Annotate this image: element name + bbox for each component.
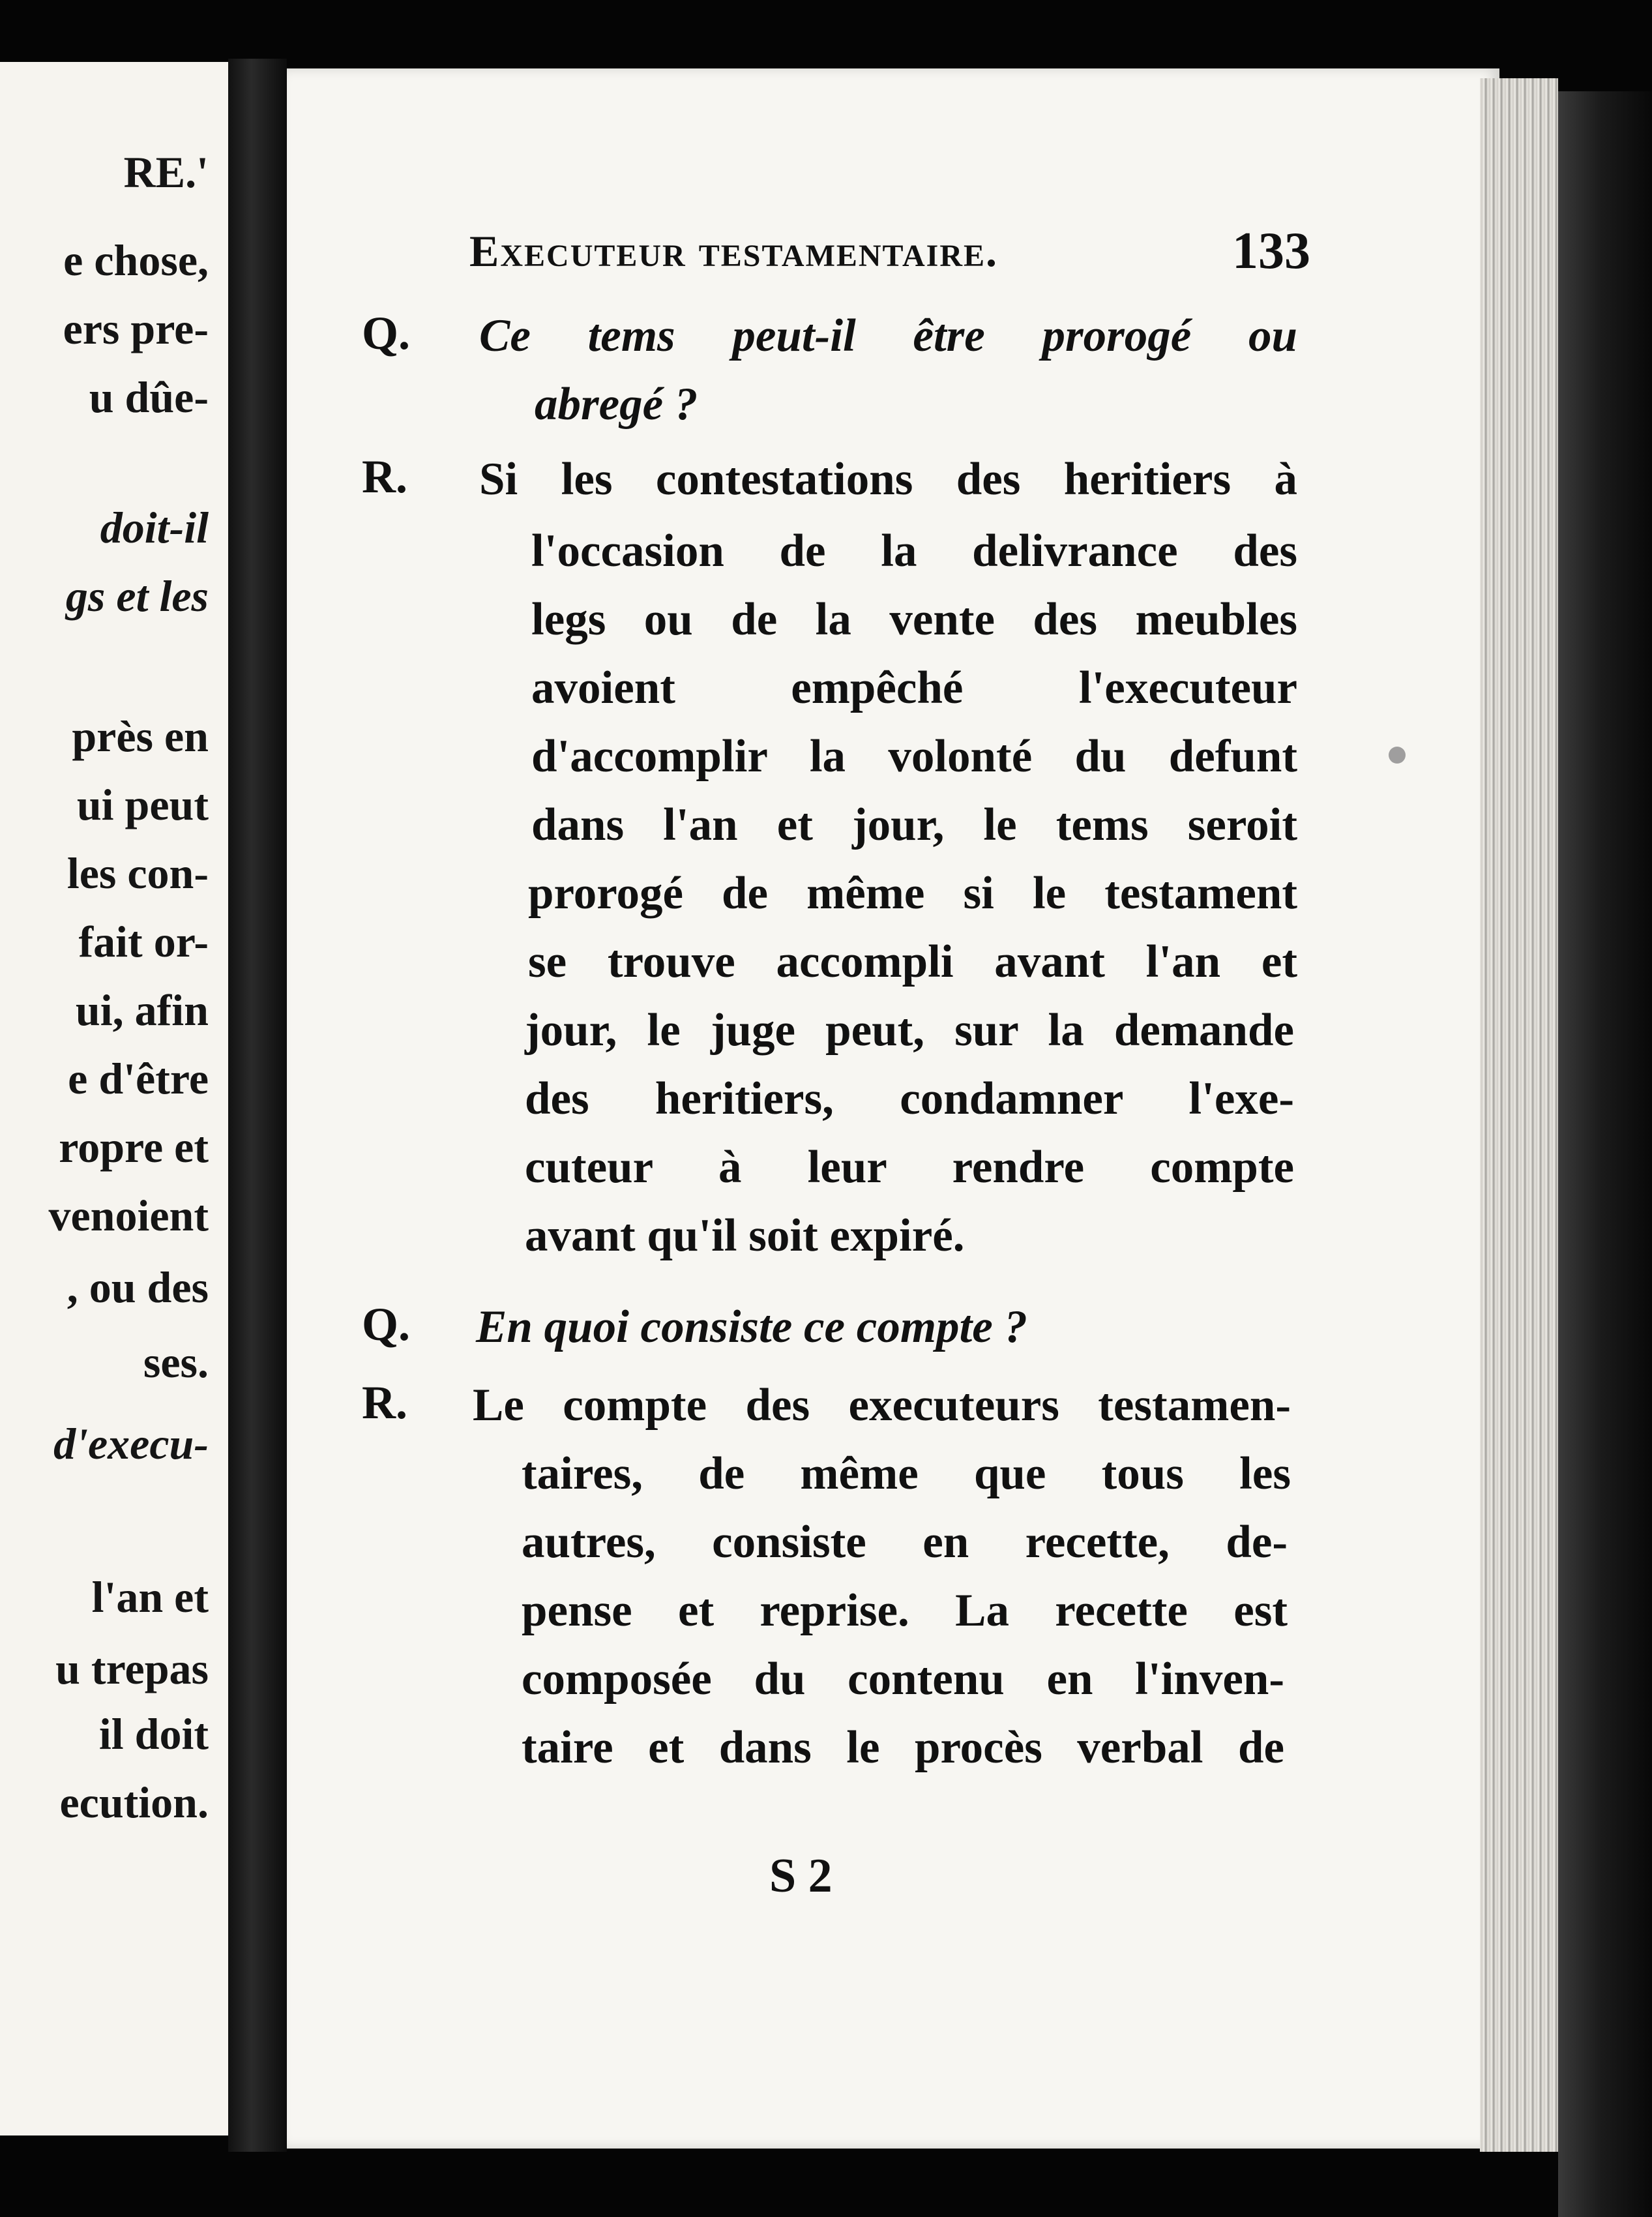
- facing-page-line: les con-: [66, 848, 209, 898]
- answer-marker: R.: [362, 1376, 407, 1429]
- page-number: 133: [1232, 222, 1310, 280]
- answer-marker: R.: [362, 451, 407, 503]
- answer-line: Si les contestations des heritiers à: [479, 454, 1297, 505]
- facing-page-line: doit-il: [100, 503, 209, 552]
- facing-page-line: ses.: [143, 1337, 209, 1387]
- answer-line: d'accomplir la volonté du defunt: [531, 731, 1297, 782]
- facing-page-line: u trepas: [55, 1644, 209, 1693]
- facing-page-line: il doit: [98, 1709, 209, 1759]
- signature-mark: S 2: [769, 1849, 833, 1903]
- answer-line: jour, le juge peut, sur la demande: [525, 1005, 1294, 1056]
- page-edges: [1480, 78, 1558, 2152]
- dust-speck: [1389, 747, 1406, 764]
- facing-page-left: [0, 62, 228, 2135]
- answer-line: Le compte des executeurs testamen-: [473, 1380, 1291, 1431]
- facing-page-line: ui, afin: [75, 985, 209, 1035]
- question-line: abregé ?: [535, 379, 698, 430]
- facing-page-line: ecution.: [59, 1778, 209, 1827]
- facing-page-line: ers pre-: [63, 304, 209, 353]
- running-head-title: Executeur testamentaire.: [469, 226, 999, 276]
- answer-line: avant qu'il soit expiré.: [525, 1210, 965, 1261]
- answer-line: taires, de même que tous les: [522, 1448, 1291, 1499]
- facing-page-line: , ou des: [66, 1262, 209, 1312]
- book-edge-shadow: [1558, 91, 1652, 2217]
- answer-line: autres, consiste en recette, de-: [522, 1517, 1288, 1568]
- answer-line: pense et reprise. La recette est: [522, 1585, 1288, 1636]
- answer-line: l'occasion de la delivrance des: [531, 526, 1297, 576]
- answer-line: taire et dans le procès verbal de: [522, 1722, 1284, 1773]
- facing-page-line: près en: [72, 711, 209, 761]
- facing-page-line: gs et les: [65, 571, 209, 621]
- answer-line: composée du contenu en l'inven-: [522, 1654, 1284, 1704]
- facing-page-line: RE.': [123, 147, 209, 197]
- facing-page-line: ropre et: [59, 1122, 209, 1172]
- answer-line: prorogé de même si le testament: [528, 868, 1297, 919]
- running-head: [469, 222, 1310, 287]
- question-line: En quoi consiste ce compte ?: [476, 1302, 1028, 1352]
- book-gutter: [228, 59, 287, 2152]
- answer-line: des heritiers, condamner l'exe-: [525, 1073, 1294, 1124]
- answer-line: avoient empêché l'executeur: [531, 662, 1297, 713]
- question-marker: Q.: [362, 1298, 411, 1350]
- facing-page-line: e d'être: [68, 1054, 209, 1103]
- question-marker: Q.: [362, 307, 411, 359]
- answer-line: se trouve accompli avant l'an et: [528, 936, 1297, 987]
- question-line: Ce tems peut-il être prorogé ou: [479, 310, 1297, 361]
- facing-page-line: u dûe-: [89, 372, 209, 422]
- facing-page-line: venoient: [48, 1191, 209, 1240]
- facing-page-line: ui peut: [76, 780, 209, 829]
- answer-line: dans l'an et jour, le tems seroit: [531, 799, 1297, 850]
- facing-page-line: e chose,: [63, 235, 209, 285]
- facing-page-line: l'an et: [91, 1572, 209, 1622]
- answer-line: cuteur à leur rendre compte: [525, 1142, 1294, 1193]
- facing-page-line: fait or-: [78, 917, 209, 966]
- facing-page-line: d'execu-: [53, 1419, 209, 1468]
- answer-line: legs ou de la vente des meubles: [531, 594, 1297, 645]
